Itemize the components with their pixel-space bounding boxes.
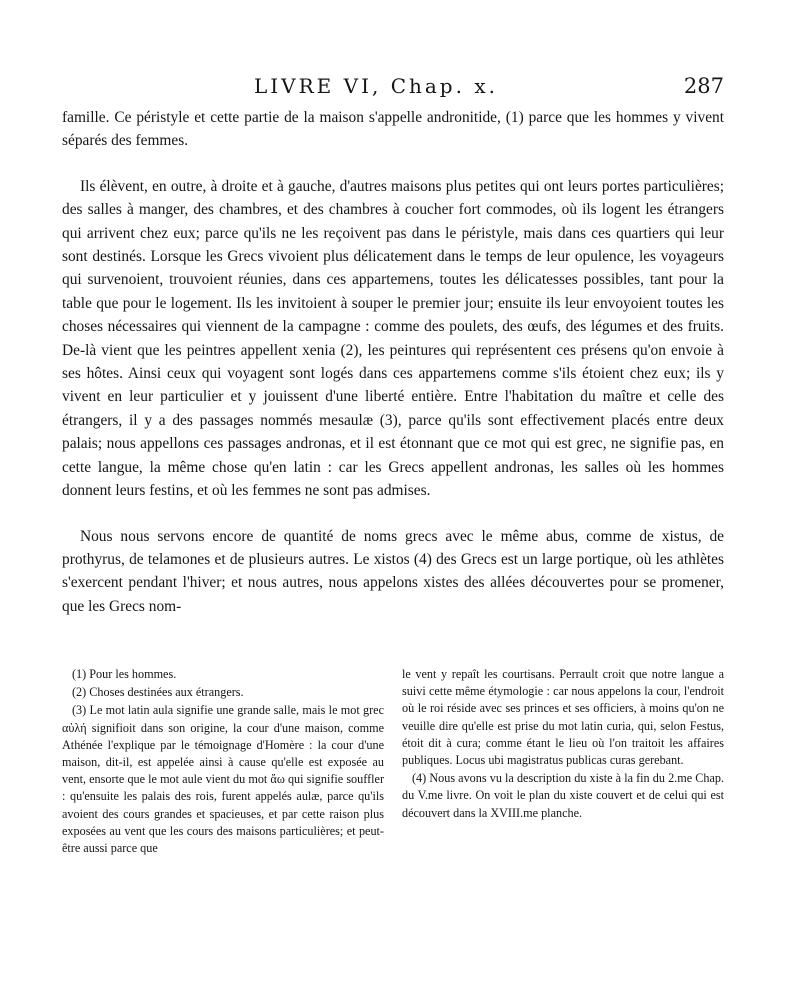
paragraph-continuation: famille. Ce péristyle et cette partie de la maison s'appelle andronitide, (1) parce que les hommes y vivent séparés des femmes.	[62, 109, 724, 150]
footnote-2: (2) Choses destinées aux étrangers.	[72, 685, 244, 700]
footnotes-right-column	[402, 666, 724, 857]
page-number: 287	[683, 74, 724, 98]
footnote-3-continued: le vent y repaît les courtisans. Perrault croit que notre langue a suivi cette même étymologie : car nous appelons la cour, l'endroit où le roi réside avec ses princes et ses officiers, à moins qu'on ne veuille dire qu'elle est prise du mot latin curia, qui, selon Festus, étoit dit à cura; comme étant le lieu où l'on traitoit les affaires publiques. Locus ubi magistratus publicas curas gerebant.	[402, 667, 724, 768]
footnote-4: (4) Nous avons vu la description du xiste à la fin du 2.me Chap. du V.me livre. On voit le plan du xiste couvert et de celui qui est découvert dans la XVIII.me planche.	[402, 771, 724, 820]
footnote-1: (1) Pour les hommes.	[72, 667, 177, 681]
main-text	[62, 106, 724, 618]
page-header	[254, 74, 724, 104]
paragraph-greek-names: Nous nous servons encore de quantité de noms grecs avec le même abus, comme de xistus, de prothyrus, de telamones et de plusieurs autres. Le xistos (4) des Grecs est un large portique, où les athlètes s'exercent pendant l'hiver; et nous autres, nous appelons xistes des allées découvertes pour se promener, que les Grecs nom-	[62, 527, 724, 615]
running-head: LIVRE VI, Chap. x.	[254, 74, 498, 98]
footnote-3: (3) Le mot latin aula signifie une grande salle, mais le mot grec αὐλή signifioit dans son origine, la cour d'une maison, comme Athénée l'explique par le témoignage d'Homère : la cour d'une maison, dit-il, est appelée ainsi à cause qu'elle est exposée au vent, ensorte que le mot aule vient du mot ἄω qui signifie souffler : qu'ensuite les palais des rois, furent appelés aulæ, parce qu'ils avoient des cours grandes et spacieuses, et par cette raison plus exposées au vent que les cours des maisons particulières; et peut-être aussi parce que	[62, 703, 384, 856]
footnotes-left-column	[62, 666, 384, 857]
footnotes	[62, 666, 724, 857]
paragraph-guest-quarters: Ils élèvent, en outre, à droite et à gauche, d'autres maisons plus petites qui ont leurs portes particulières; des salles à manger, des chambres, et des chambres à coucher fort commodes, où ils logent les étrangers qui arrivent chez eux; parce qu'ils ne les reçoivent pas dans le péristyle, mais dans ces quartiers qui leur sont destinés. Lorsque les Grecs vivoient plus délicatement dans le temps de leur opulence, les voyageurs qui survenoient, trouvoient réunies, dans ces appartemens, toutes les délicatesses possibles, tant pour la table que pour le logement. Ils les invitoient à souper le premier jour; ensuite ils leur envoyoient toutes les choses nécessaires qui viennent de la campagne : comme des poulets, des œufs, des légumes et des fruits. De-là vient que les peintres appellent xenia (2), les peintures qui représentent ces présens qu'on envoie à ses hôtes. Ainsi ceux qui voyagent sont logés dans ces appartemens comme s'ils étoient chez eux; ils y vivent en leur particulier et y jouissent d'une liberté entière. Entre l'habitation du maître et celle des étrangers, il y a des passages nommés mesaulæ (3), parce qu'ils sont effectivement placés entre deux palais; nous appellons ces passages andronas, et il est étonnant que ce mot qui est grec, ne signifie pas, en cette langue, la même chose qu'en latin : car les Grecs appellent andronas, les salles où les hommes donnent leurs festins, et où les femmes ne sont pas admises.	[62, 177, 724, 500]
